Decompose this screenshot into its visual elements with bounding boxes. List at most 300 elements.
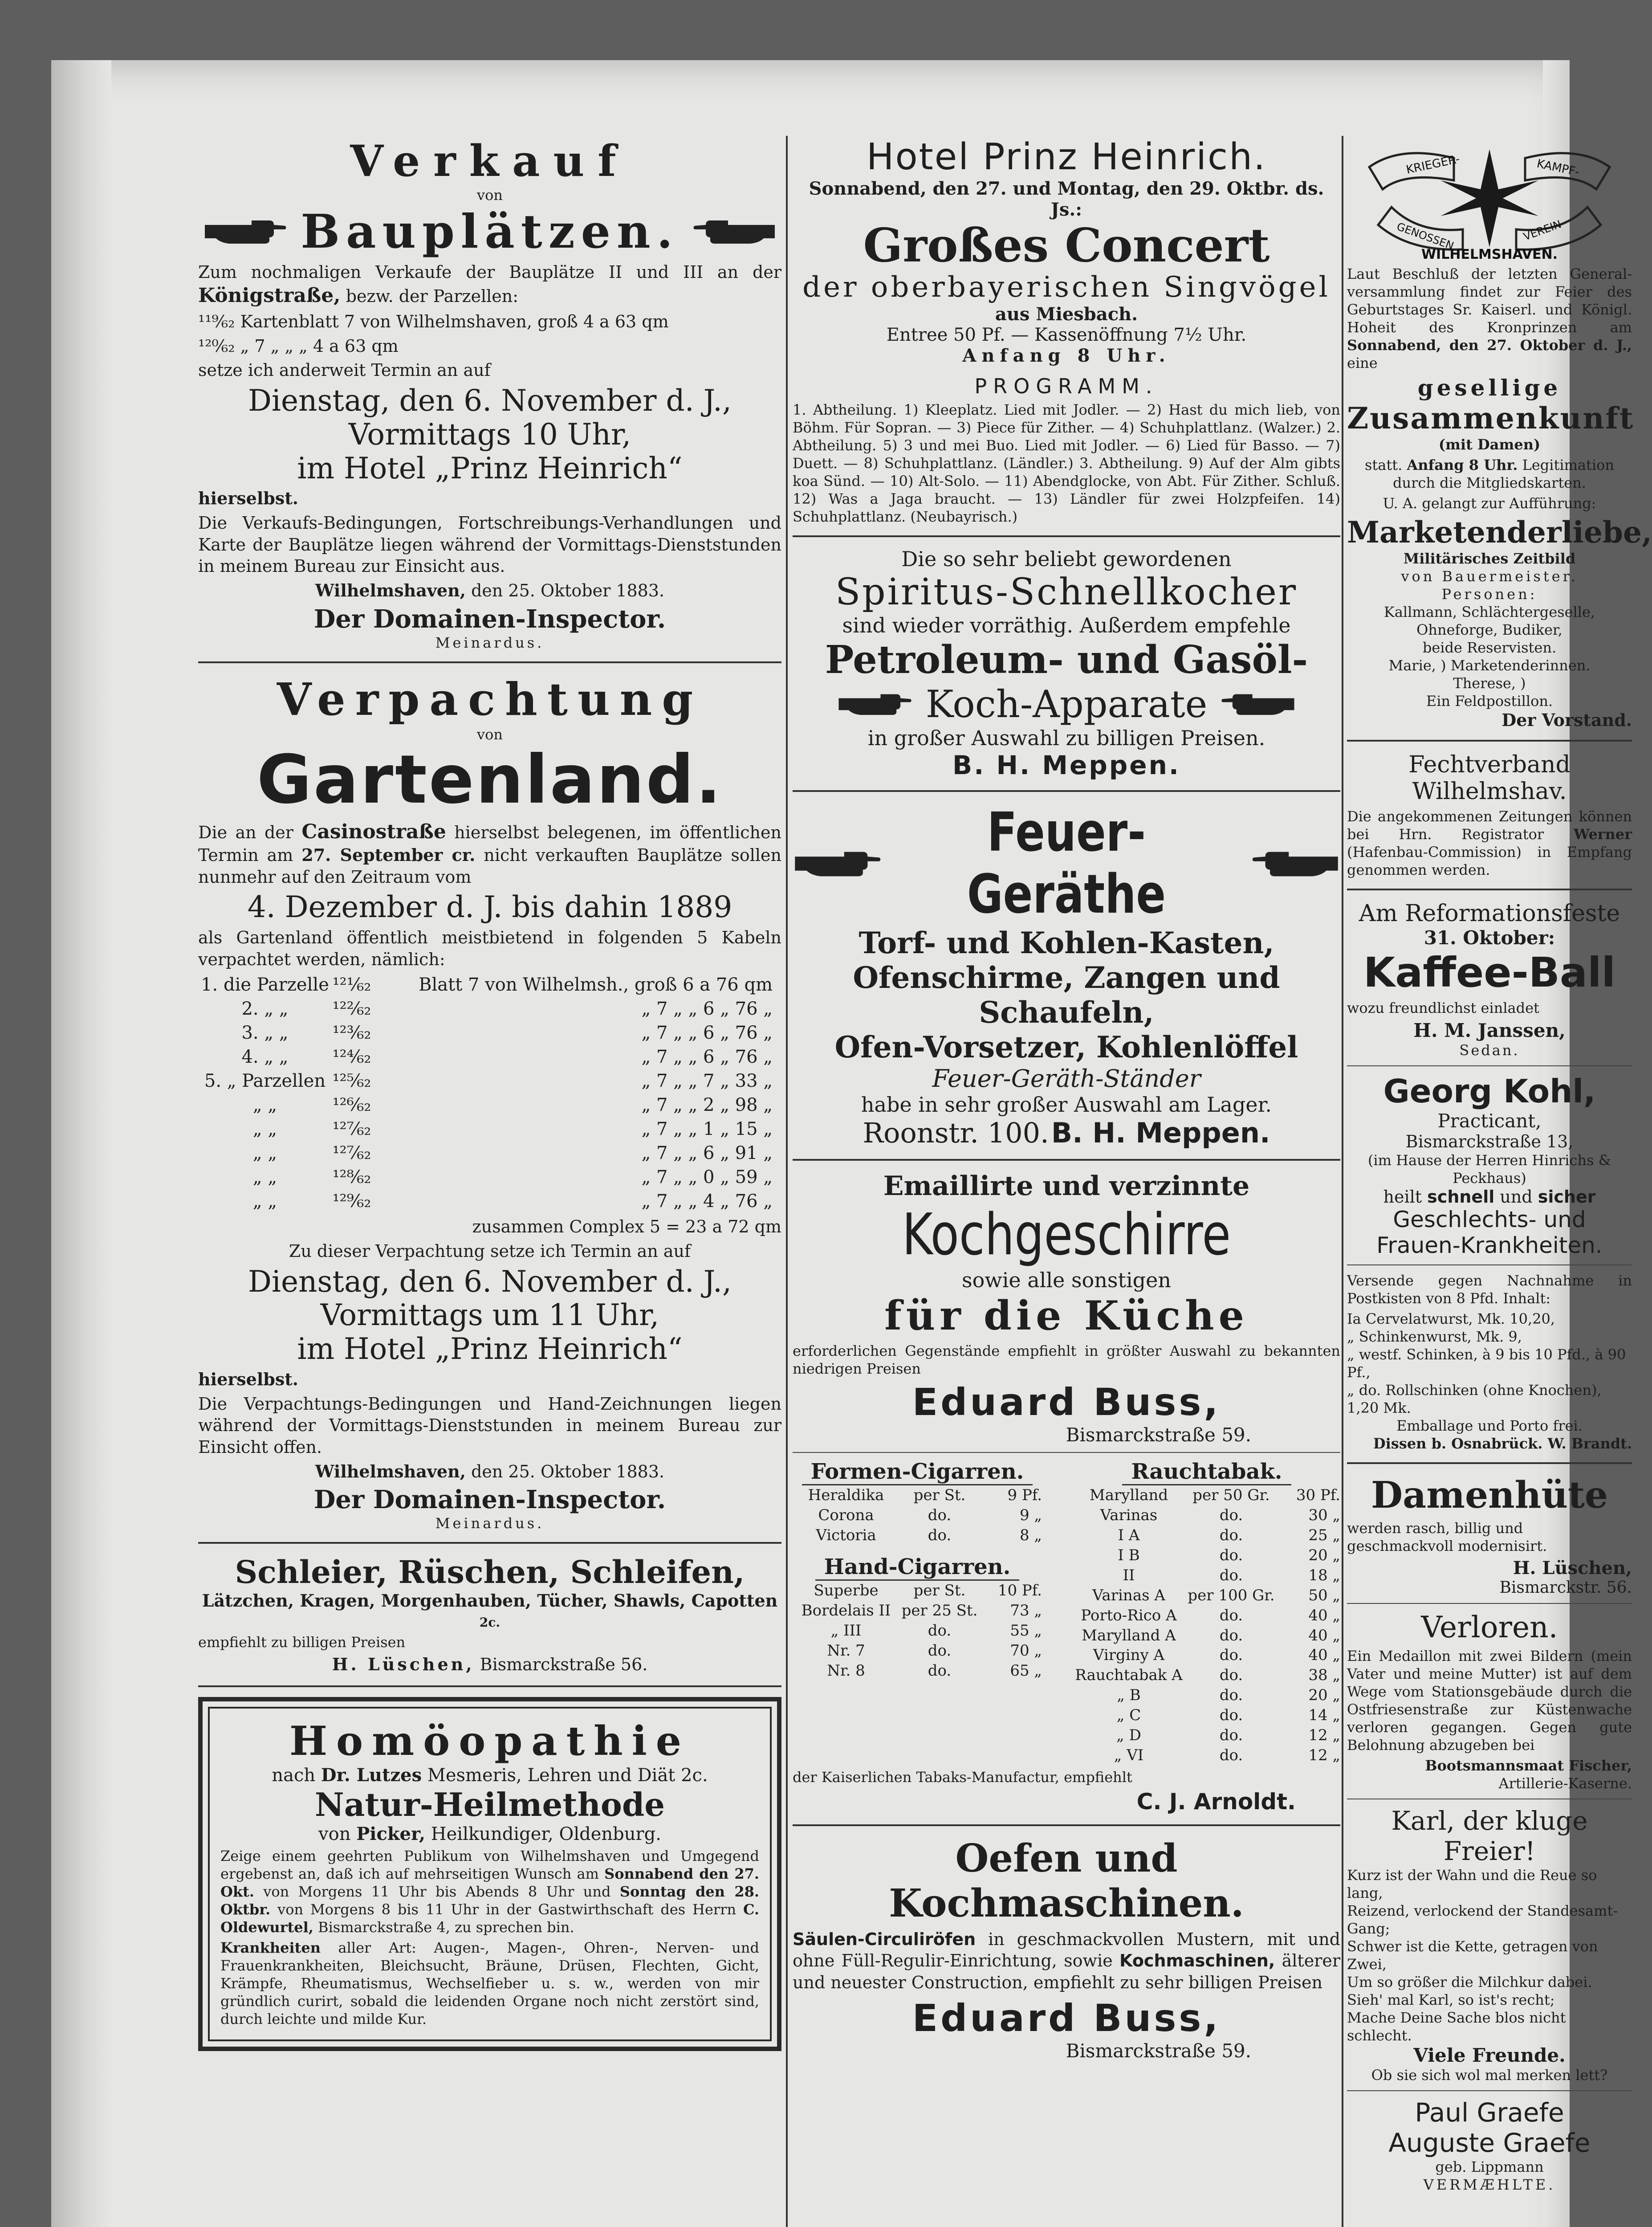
price-list	[793, 1485, 1042, 1546]
date-line: Dienstag, den 6. November d. J.,	[248, 1264, 732, 1299]
ad-feuer-geraethe	[793, 802, 1340, 1149]
ad-text: hierselbst.	[198, 488, 299, 509]
table-cell: 1. die Parzelle	[201, 975, 329, 995]
ad-text: Versende gegen Nachnahme in Postkisten von 8 Pfd. Inhalt:	[1347, 1272, 1632, 1307]
table-cell: „ 7 „ „ 1 „ 15 „	[641, 1119, 773, 1140]
signature-place: Artillerie-Kaserne.	[1498, 1775, 1632, 1792]
ad-title: Verpachtung	[277, 673, 703, 726]
table-cell: „ 7 „ „ 6 „ 91 „	[641, 1143, 773, 1164]
cast-item: beide Reservisten.	[1422, 639, 1557, 656]
table-cell: do.	[1219, 1706, 1243, 1725]
date-line: Sonnabend, den 27. und Montag, den 29. Oktbr. ds. Js.:	[809, 178, 1324, 220]
signature: Der Domainen-Inspector.	[313, 1485, 666, 1515]
ad-heading: Torf- und Kohlen-Kasten,	[859, 926, 1274, 961]
table-cell: do.	[1219, 1666, 1243, 1685]
table-cell: I B	[1118, 1546, 1140, 1565]
ad-line: Militärisches Zeitbild	[1403, 550, 1576, 567]
ad-text: Ein Medaillon mit zwei Bildern (mein Vater und meine Mutter) ist auf dem Wege vom Stationsgebäude durch die Ostfriesenstraße zur Küstenwache verloren gegangen. Gegen gute Belohnung abzugeben bei	[1347, 1648, 1632, 1754]
concert-origin: aus Miesbach.	[995, 304, 1138, 325]
table-cell: 8 „	[1019, 1526, 1042, 1545]
ad-title: Spiritus-Schnellkocher	[835, 571, 1298, 614]
ad-title: Fechtverband Wilhelmshav.	[1408, 751, 1571, 805]
ad-line: Emaillirte und verzinnte	[883, 1171, 1250, 1202]
name-line: VERMÆHLTE.	[1423, 2176, 1556, 2193]
address: Bismarckstraße 59.	[1066, 2039, 1251, 2062]
signature-name: Meinardus.	[435, 1515, 545, 1532]
ad-text: Säulen-Circuliröfen in geschmackvollen Mustern, mit und ohne Füll-Regulir-Einrichtung, sowie Kochmaschinen, älterer und neuester Construction, empfiehlt zu sehr billigen Preisen	[793, 1929, 1340, 1992]
table-cell: do.	[928, 1661, 952, 1680]
price-row	[1073, 1505, 1340, 1525]
ad-vermaehlte	[1347, 2097, 1632, 2194]
von-label: von	[477, 726, 503, 743]
table-cell: 4. „ „	[241, 1047, 289, 1068]
table-cell: ¹²⁷⁄₆₂	[332, 1119, 371, 1140]
product-item: „ westf. Schinken, à 9 bis 10 Pfd., à 90 Pf.,	[1347, 1346, 1626, 1381]
ad-homoeopathie	[198, 1697, 781, 2051]
table-cell: 30 Pf.	[1296, 1486, 1340, 1505]
price-row	[1073, 1485, 1340, 1505]
price-row	[1073, 1746, 1340, 1766]
svg-text:VEREIN: VEREIN	[1522, 218, 1563, 243]
ad-title: Damenhüte	[1371, 1474, 1608, 1517]
svg-text:GENOSSEN: GENOSSEN	[1395, 220, 1456, 253]
table-cell: 20 „	[1308, 1686, 1340, 1705]
table-cell: do.	[928, 1621, 952, 1640]
column-middle	[793, 136, 1340, 2227]
table-cell: Bordelais II	[801, 1601, 891, 1619]
table-cell: ¹²⁶⁄₆₂	[332, 1095, 371, 1116]
ad-text: Die an der Casinostraße hierselbst belegenen, im öffentlichen Termin am 27. September cr. nicht verkauften Bauplätze sollen nunmehr auf den Zeitraum vom	[198, 820, 781, 887]
ad-text: Laut Beschluß der letzten General-versammlung findet zur Feier des Geburtstages Sr. Kaiserl. und Königl. Hoheit des Kronprinzen am Sonnabend, den 27. Oktober d. J., eine	[1347, 265, 1632, 371]
table-cell: „ 7 „ „ 4 „ 76 „	[641, 1191, 773, 1212]
table-cell: do.	[1219, 1746, 1243, 1764]
ad-line: Personen:	[1441, 586, 1538, 603]
ad-karl	[1347, 1806, 1632, 2084]
table-cell: 73 „	[1010, 1601, 1042, 1619]
signature: Der Domainen-Inspector.	[313, 604, 666, 634]
ad-title: Karl, der kluge Freier!	[1391, 1806, 1588, 1866]
date-signature: Wilhelmshaven, den 25. Oktober 1883.	[315, 1461, 665, 1481]
page-fold-shadow	[51, 60, 111, 2227]
table-cell: do.	[928, 1506, 952, 1525]
poem	[1347, 1866, 1632, 2044]
ad-line: (im Hause der Herren Hinrichs & Peckhaus)	[1367, 1152, 1611, 1187]
parcel-row	[198, 1069, 781, 1093]
ad-heading: Feuer-Geräth-Ständer	[932, 1065, 1201, 1093]
column-rule	[1342, 136, 1343, 2227]
ad-line: Die so sehr beliebt gewordenen	[901, 547, 1232, 571]
ad-oefen	[793, 1836, 1340, 2062]
table-cell: ¹²²⁄₆₂	[332, 999, 371, 1020]
ad-title: Feuer-Geräthe	[967, 802, 1166, 926]
price-row	[793, 1485, 1042, 1505]
price-row	[1073, 1566, 1340, 1586]
entry-line: Entree 50 Pf. — Kassenöffnung 7½ Uhr.	[886, 325, 1247, 346]
table-cell: „ 7 „ „ 7 „ 33 „	[641, 1071, 773, 1092]
ad-line: von Bauermeister.	[1401, 568, 1578, 585]
table-cell: Varinas	[1100, 1506, 1158, 1525]
ad-georg-kohl	[1347, 1073, 1632, 1258]
table-cell: ¹²⁹⁄₆₂	[332, 1191, 371, 1212]
program-text: 1. Abtheilung. 1) Kleeplatz. Lied mit Jodler. — 2) Hast du mich lieb, von Böhm. Für Sopran. — 3) Piece für Zither. — 4) Schuhplattlanz. (Walzer.) 2. Abtheilung. 5) 3 und mei Buo. Lied mit Jodler. — 6) Lied für Basso. — 7) Duett. — 8) Schuhplattlanz. (Ländler.) 3. Abtheilung. 9) Auf der Alm gibts koa Sünd. — 10) Alt-Solo. — 11) Abendglocke, von Abt. Für Zither. Schluß. 12) Was a Jaga braucht. — 13) Ländler für zwei Holzpfeifen. 14) Schuhplattlanz. (Neubayrisch.)	[793, 401, 1340, 526]
table-cell: do.	[1219, 1526, 1243, 1545]
poem-line: Sieh' mal Karl, so ist's recht;	[1347, 1991, 1555, 2008]
table-cell: „ „	[252, 1143, 277, 1164]
signature: Viele Freunde.	[1413, 2044, 1566, 2066]
ad-line: Practicant,	[1437, 1110, 1542, 1132]
product-list	[1347, 1310, 1632, 1417]
parcel-row	[198, 1165, 781, 1189]
table-cell: „ 7 „ „ 6 „ 76 „	[641, 999, 773, 1020]
table-cell: „ 7 „ „ 0 „ 59 „	[641, 1167, 773, 1188]
cast-item: Therese, )	[1453, 675, 1526, 692]
signature: Dissen b. Osnabrück. W. Brandt.	[1373, 1435, 1632, 1452]
ad-line: habe in sehr großer Auswahl am Lager.	[861, 1093, 1272, 1117]
table-cell: „ 7 „ „ 6 „ 76 „	[641, 1023, 773, 1044]
name-line: Paul Graefe	[1415, 2097, 1564, 2128]
address: Bismarckstraße 59.	[1066, 1424, 1251, 1446]
table-cell: per St.	[913, 1582, 966, 1600]
ad-line: sowie alle sonstigen	[962, 1268, 1171, 1293]
start-line: Anfang 8 Uhr.	[962, 345, 1171, 367]
table-cell: „ „	[252, 1095, 277, 1116]
ad-heading: Frauen-Krankheiten.	[1376, 1232, 1603, 1258]
pointing-hand-icon	[793, 847, 882, 880]
table-cell: per 50 Gr.	[1192, 1486, 1270, 1505]
table-cell: 12 „	[1308, 1746, 1340, 1764]
table-cell: per St.	[913, 1486, 966, 1505]
price-row	[793, 1601, 1042, 1621]
table-cell: „ „	[252, 1191, 277, 1212]
table-cell: „ „	[252, 1167, 277, 1188]
signature-name: Meinardus.	[435, 634, 545, 651]
section-heading: Hand-Cigarren.	[815, 1554, 1020, 1581]
table-cell: Marylland A	[1082, 1626, 1176, 1644]
table-cell: ¹²⁵⁄₆₂	[332, 1071, 371, 1092]
cast-item: Ohneforge, Budiker,	[1416, 621, 1562, 638]
table-cell: ¹²¹⁄₆₂	[332, 975, 371, 995]
cast-item: Marie, ) Marketenderinnen.	[1388, 657, 1591, 674]
venue-line: im Hotel „Prinz Heinrich“	[297, 451, 683, 485]
ad-text: Zum nochmaligen Verkaufe der Bauplätze II und III an der Königstraße, bezw. der Parzellen:	[198, 262, 781, 307]
parcel-row	[198, 997, 781, 1021]
table-cell: Nr. 7	[827, 1641, 865, 1660]
ad-title: Georg Kohl,	[1383, 1073, 1596, 1110]
table-cell: Victoria	[816, 1526, 876, 1545]
ad-text: wozu freundlichst einladet	[1347, 999, 1539, 1016]
table-cell: Varinas A	[1092, 1586, 1165, 1604]
poem-line: Um so größer die Milchkur dabei.	[1347, 1974, 1592, 1990]
date-line: Dienstag, den 6. November d. J.,	[248, 383, 732, 418]
ad-kriegerverein	[1347, 136, 1652, 730]
ad-text: der Kaiserlichen Tabaks-Manufactur, empfiehlt	[793, 1768, 1132, 1786]
ad-heading: Petroleum- und Gasöl-	[825, 637, 1308, 683]
signature: Eduard Buss,	[912, 1380, 1221, 1424]
table-cell: 40 „	[1308, 1646, 1340, 1664]
ad-fechtverband	[1347, 751, 1632, 879]
price-row	[1073, 1685, 1340, 1705]
newspaper-page	[51, 60, 1652, 2227]
ad-subtitle: Bauplätzen.	[301, 204, 679, 259]
table-cell: „ D	[1116, 1726, 1141, 1744]
address: Bismarckstr. 56.	[1499, 1578, 1632, 1597]
signature-place: Sedan.	[1459, 1042, 1520, 1059]
time-line: Vormittags um 11 Uhr,	[320, 1298, 659, 1333]
table-cell: 70 „	[1010, 1641, 1042, 1660]
ad-spiritus	[793, 547, 1340, 780]
product-item: „ Schinkenwurst, Mk. 9,	[1347, 1328, 1522, 1345]
table-cell: „ 7 „ „ 2 „ 98 „	[641, 1095, 773, 1116]
table-cell: do.	[928, 1526, 952, 1545]
table-cell: per 25 St.	[901, 1601, 978, 1619]
section-heading: Formen-Cigarren.	[802, 1459, 1033, 1485]
poem-line: Reizend, verlockend der Standesamt-Gang;	[1347, 1902, 1618, 1937]
table-cell: 40 „	[1308, 1626, 1340, 1644]
product-item: Ia Cervelatwurst, Mk. 10,20,	[1347, 1310, 1555, 1327]
price-row	[1073, 1546, 1340, 1566]
table-cell: Marylland	[1089, 1486, 1168, 1505]
table-cell: 14 „	[1308, 1706, 1340, 1725]
table-cell: 9 „	[1019, 1506, 1042, 1525]
pointing-hand-icon	[692, 216, 777, 247]
table-cell: 3. „ „	[241, 1023, 289, 1044]
ad-title: Homöopathie	[289, 1717, 691, 1765]
table-cell: do.	[1219, 1546, 1243, 1565]
name-line: Auguste Graefe	[1388, 2128, 1591, 2158]
table-cell: Heraldika	[808, 1486, 884, 1505]
parcel-line: ¹²⁰⁄₆₂ „ 7 „ „ „ 4 a 63 qm	[198, 336, 399, 356]
parcel-row	[198, 1189, 781, 1213]
poem-line: Schwer ist die Kette, getragen von Zwei,	[1347, 1938, 1598, 1973]
ad-title: Kochgeschirre	[902, 1202, 1231, 1268]
concert-title: Großes Concert	[863, 218, 1270, 273]
table-cell: 50 „	[1308, 1586, 1340, 1604]
ad-line: nach Dr. Lutzes Mesmeris, Lehren und Diät 2c.	[272, 1764, 708, 1786]
table-cell: 2. „ „	[241, 999, 289, 1020]
lease-range: 4. Dezember d. J. bis dahin 1889	[247, 890, 732, 925]
ad-verloren	[1347, 1610, 1632, 1792]
table-cell: Corona	[818, 1506, 874, 1525]
signature: Bootsmannsmaat Fischer,	[1425, 1757, 1632, 1774]
parcel-row	[198, 1045, 781, 1069]
signature: Eduard Buss,	[912, 1996, 1221, 2040]
price-row	[1073, 1705, 1340, 1725]
cast-list	[1347, 603, 1632, 710]
table-cell: „ III	[830, 1621, 862, 1640]
table-cell: „ 7 „ „ 6 „ 76 „	[641, 1047, 773, 1068]
price-row	[793, 1581, 1042, 1601]
table-cell: Porto-Rico A	[1081, 1606, 1177, 1624]
price-row	[1073, 1525, 1340, 1546]
table-cell: Rauchtabak A	[1075, 1666, 1183, 1685]
ad-title: Kaffee-Ball	[1363, 949, 1616, 996]
table-cell: per 100 Gr.	[1188, 1586, 1275, 1604]
ad-heading: Ofen-Vorsetzer, Kohlenlöffel	[834, 1030, 1298, 1065]
price-row	[793, 1661, 1042, 1681]
svg-text:WILHELMSHAVEN.: WILHELMSHAVEN.	[1421, 247, 1558, 262]
table-cell: 5. „ Parzellen	[204, 1071, 326, 1092]
ad-heading: Koch-Apparate	[925, 682, 1208, 726]
ad-line: in großer Auswahl zu billigen Preisen.	[867, 726, 1265, 750]
ad-heading: gesellige	[1417, 375, 1562, 401]
table-cell: „ C	[1116, 1706, 1141, 1725]
ad-kaffee-ball	[1347, 900, 1632, 1059]
table-cell: 25 „	[1308, 1526, 1340, 1545]
table-cell: 65 „	[1010, 1661, 1042, 1680]
table-cell: 10 Pf.	[997, 1582, 1042, 1600]
ad-line: Emballage und Porto frei.	[1396, 1417, 1583, 1434]
signature: H. M. Janssen,	[1413, 1020, 1566, 1041]
ad-text: erforderlichen Gegenstände empfiehlt in größter Auswahl zu bekannten niedrigen Preisen	[793, 1342, 1340, 1378]
pointing-hand-icon	[1221, 689, 1296, 719]
table-cell: ¹²⁷⁄₆₂	[332, 1143, 371, 1164]
ad-text: Krankheiten aller Art: Augen-, Magen-, Ohren-, Nerven- und Frauenkrankheiten, Bleichsucht, Bräune, Drüsen, Flechten, Gicht, Krämpfe, Rheumatismus, Wechselfieber u. s. w., werden von mir gründlich curirt, sobald die leidenden Organe noch nicht zerstört sind, durch leichte und milde Kur.	[220, 1939, 759, 2027]
table-cell: do.	[1219, 1646, 1243, 1664]
signature: C. J. Arnoldt.	[1136, 1788, 1296, 1815]
column-rule	[786, 136, 788, 2227]
table-cell: Nr. 8	[827, 1661, 865, 1680]
table-cell: 55 „	[1010, 1621, 1042, 1640]
table-cell: do.	[1219, 1566, 1243, 1584]
ad-text: werden rasch, billig und geschmackvoll modernisirt.	[1347, 1520, 1547, 1554]
parcel-row	[198, 973, 781, 997]
table-cell: ¹²⁴⁄₆₂	[332, 1047, 371, 1068]
ad-text: Zu dieser Verpachtung setze ich Termin an auf	[289, 1241, 691, 1261]
ad-heading: für die Küche	[884, 1292, 1249, 1340]
ad-title: Verloren.	[1421, 1610, 1558, 1644]
table-cell: 18 „	[1308, 1566, 1340, 1584]
parcel-table	[198, 973, 781, 1213]
poem-line: Mache Deine Sache blos nicht schlecht.	[1347, 2009, 1566, 2044]
table-cell: Virginy A	[1093, 1646, 1165, 1664]
table-cell: do.	[1219, 1686, 1243, 1705]
ad-title: Hotel Prinz Heinrich.	[866, 136, 1267, 178]
ad-cigarren	[793, 1459, 1340, 1814]
table-cell: Blatt 7 von Wilhelmsh., groß 6 a 76 qm	[419, 975, 773, 995]
ad-title: Schleier, Rüschen, Schleifen,	[235, 1554, 745, 1591]
ad-hotel-prinz-heinrich	[793, 136, 1340, 526]
table-cell: 30 „	[1308, 1506, 1340, 1525]
price-row	[1073, 1645, 1340, 1665]
ad-text: U. A. gelangt zur Aufführung:	[1383, 495, 1596, 512]
ad-bauplaetze	[198, 136, 781, 652]
table-cell: „ „	[252, 1119, 277, 1140]
play-title: Marketenderliebe,	[1347, 515, 1652, 550]
signature: Der Vorstand.	[1501, 710, 1632, 730]
concert-subtitle: der oberbayerischen Singvögel	[802, 271, 1331, 304]
section-heading: Rauchtabak.	[1122, 1459, 1291, 1485]
time-line: Vormittags 10 Uhr,	[348, 417, 631, 452]
svg-text:KAMPF-: KAMPF-	[1535, 157, 1581, 179]
ad-title: Verkauf	[350, 136, 630, 186]
parcel-row	[198, 1117, 781, 1141]
parcel-row	[198, 1093, 781, 1117]
pointing-hand-icon	[1251, 847, 1340, 880]
program-heading: PROGRAMM.	[974, 374, 1159, 399]
ad-line: heilt schnell und sicher	[1383, 1187, 1596, 1207]
ad-text: Die angekommenen Zeitungen können bei Hrn. Registrator Werner (Hafenbau-Commission) in Empfang genommen werden.	[1347, 808, 1632, 878]
ad-text: Die Verpachtungs-Bedingungen und Hand-Zeichnungen liegen während der Vormittags-Dienststunden in meinem Bureau zur Einsicht offen.	[198, 1394, 781, 1457]
ad-line: (mit Damen)	[1438, 436, 1541, 453]
product-item: „ do. Rollschinken (ohne Knochen), 1,20 Mk.	[1347, 1382, 1602, 1416]
table-cell: 20 „	[1308, 1546, 1340, 1565]
ad-text: Zeige einem geehrten Publikum von Wilhelmshaven und Umgegend ergebenst an, daß ich auf mehrseitigen Wunsch am Sonnabend den 27. Okt. von Morgens 11 Uhr bis Abends 8 Uhr und Sonntag den 28. Oktbr. von Morgens 8 bis 11 Uhr in der Gastwirthschaft des Herrn C. Oldewurtel, Bismarckstraße 4, zu sprechen bin.	[220, 1847, 760, 1936]
parcel-row	[198, 1141, 781, 1165]
parcel-sum: zusammen Complex 5 = 23 a 72 qm	[472, 1217, 781, 1237]
iron-cross-emblem-icon	[1365, 140, 1614, 261]
ad-line: 31. Oktober:	[1424, 927, 1555, 949]
table-cell: II	[1123, 1566, 1135, 1584]
column-left	[198, 136, 781, 2227]
name-line: geb. Lippmann	[1435, 2158, 1544, 2175]
price-list	[1073, 1485, 1340, 1765]
table-cell: ¹²⁸⁄₆₂	[332, 1167, 371, 1188]
ad-title: Zusammenkunft	[1347, 401, 1635, 436]
ad-line: Lätzchen, Kragen, Morgenhauben, Tücher, Shawls, Capotten 2c.	[202, 1591, 778, 1630]
price-row	[1073, 1626, 1340, 1646]
ad-line: Ob sie sich wol mal merken lett?	[1371, 2067, 1608, 2084]
ad-kochgeschirre	[793, 1171, 1340, 1446]
table-cell: do.	[1219, 1606, 1243, 1624]
table-cell: do.	[1219, 1726, 1243, 1744]
ad-text: hierselbst.	[198, 1369, 299, 1390]
ad-text: empfiehlt zu billigen Preisen	[198, 1634, 406, 1651]
pointing-hand-icon	[203, 216, 287, 247]
price-list	[793, 1581, 1042, 1680]
signature: H. Lüschen,	[1513, 1558, 1632, 1578]
ad-title: Oefen und Kochmaschinen.	[889, 1835, 1244, 1926]
table-cell: 9 Pf.	[1007, 1486, 1042, 1505]
date-signature: Wilhelmshaven, den 25. Oktober 1883.	[315, 580, 665, 600]
price-row	[1073, 1606, 1340, 1626]
ad-line: von Picker, Heilkundiger, Oldenburg.	[318, 1823, 661, 1844]
table-cell: Superbe	[814, 1582, 879, 1600]
price-row	[793, 1621, 1042, 1641]
ad-line: Am Reformationsfeste	[1359, 900, 1620, 927]
ad-subtitle: Natur-Heilmethode	[314, 1785, 665, 1823]
price-row	[793, 1525, 1042, 1546]
ad-text: statt. Anfang 8 Uhr. Legitimation durch die Mitgliedskarten.	[1365, 457, 1614, 491]
table-cell: do.	[1219, 1626, 1243, 1644]
poem-line: Kurz ist der Wahn und die Reue so lang,	[1347, 1867, 1597, 1901]
von-label: von	[477, 187, 503, 204]
signature: H. Lüschen, Bismarckstraße 56.	[332, 1654, 648, 1675]
price-row	[1073, 1725, 1340, 1746]
price-row	[793, 1505, 1042, 1525]
ad-heading: Ofenschirme, Zangen und Schaufeln,	[853, 960, 1280, 1030]
parcel-line: ¹¹⁹⁄₆₂ Kartenblatt 7 von Wilhelmshaven, groß 4 a 63 qm	[198, 311, 669, 331]
pointing-hand-icon	[837, 689, 912, 719]
ad-heading: Geschlechts- und	[1393, 1207, 1586, 1232]
price-row	[1073, 1665, 1340, 1685]
ad-text: Die Verkaufs-Bedingungen, Fortschreibungs-Verhandlungen und Karte der Bauplätze liegen während der Vormittags-Dienststunden in meinem Bureau zur Einsicht aus.	[198, 513, 781, 576]
address-signature: Roonstr. 100. B. H. Meppen.	[863, 1117, 1270, 1150]
table-cell: I A	[1118, 1526, 1140, 1545]
table-cell: 40 „	[1308, 1606, 1340, 1624]
signature: B. H. Meppen.	[952, 750, 1180, 781]
column-right	[1347, 136, 1652, 2227]
price-row	[1073, 1586, 1340, 1606]
table-cell: ¹²³⁄₆₂	[332, 1023, 371, 1044]
ad-line: sind wieder vorräthig. Außerdem empfehle	[842, 613, 1291, 638]
ad-schleier	[198, 1554, 781, 1676]
ad-damenhuete	[1347, 1474, 1632, 1597]
parcel-row	[198, 1021, 781, 1045]
cast-item: Kallmann, Schlächtergeselle,	[1383, 604, 1595, 620]
ad-text: setze ich anderweit Termin an auf	[198, 360, 491, 380]
table-cell: do.	[928, 1641, 952, 1660]
ad-line: Bismarckstraße 13,	[1405, 1132, 1574, 1151]
